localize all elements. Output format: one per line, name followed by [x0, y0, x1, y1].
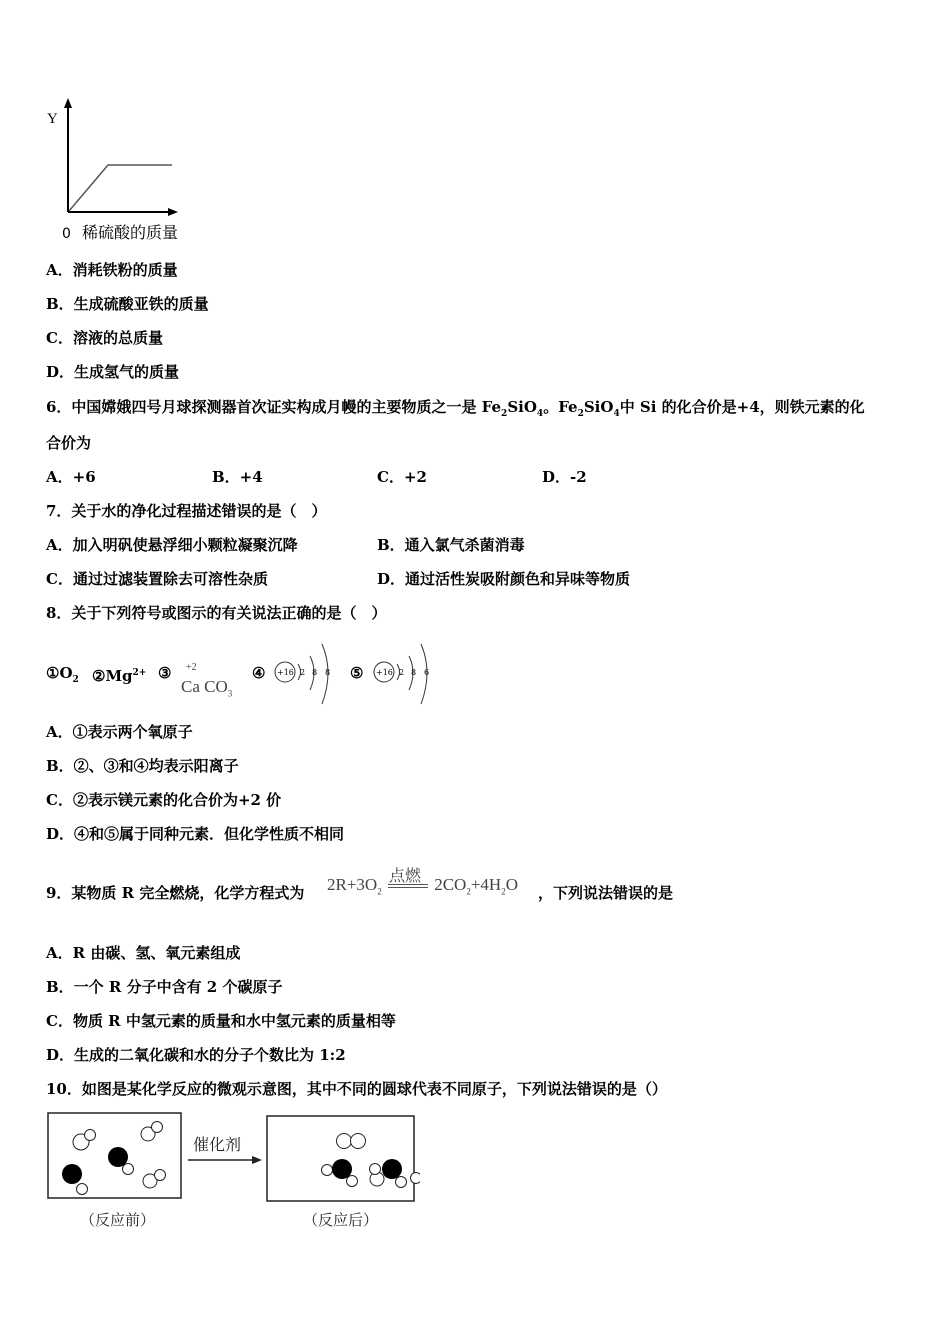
- eq-sub: 2: [501, 886, 506, 897]
- q6-sub: 4: [613, 409, 620, 419]
- q9-option-d: D．生成的二氧化碳和水的分子个数比为 1:2: [46, 1046, 346, 1064]
- q6-question-cont: 合价为: [46, 434, 92, 452]
- q6-sub: 2: [501, 409, 508, 419]
- reaction-micro-diagram: [40, 1105, 420, 1205]
- valence-mark: +2: [186, 662, 197, 673]
- symbol-sup: 2+: [132, 668, 147, 678]
- q9-option-a: A．R 由碳、氢、氧元素组成: [46, 944, 241, 962]
- q6-option-a: A．+6: [46, 468, 96, 486]
- eq-product: O: [505, 875, 518, 894]
- q5-option-c: C．溶液的总质量: [46, 329, 163, 347]
- q8-option-a: A．①表示两个氧原子: [46, 723, 193, 741]
- symbol-2: [92, 663, 146, 686]
- formula-sub: 3: [227, 688, 233, 699]
- q6-text: 中 Si 的化合价是+4，则铁元素的化: [619, 398, 865, 416]
- shell-electrons: 8: [411, 668, 417, 677]
- eq-product: 2CO: [434, 875, 467, 894]
- q9-option-c: C．物质 R 中氢元素的质量和水中氢元素的质量相等: [46, 1012, 396, 1030]
- eq-sub: 2: [466, 886, 471, 897]
- q9-question: [46, 883, 304, 903]
- shell-electrons: 6: [424, 668, 430, 677]
- eq-product: +4H: [470, 875, 502, 894]
- eq-condition: 点燃: [388, 868, 421, 886]
- caco3-formula: [181, 677, 232, 698]
- caption-after: （反应后）: [303, 1211, 379, 1229]
- q6-option-b: B．+4: [212, 468, 263, 486]
- q7-option-b: B．通入氯气杀菌消毒: [377, 536, 525, 554]
- formula-text: Ca CO: [181, 677, 228, 696]
- q8-option-c: C．②表示镁元素的化合价为+2 价: [46, 791, 282, 809]
- symbol-3-label: ③: [158, 664, 172, 682]
- q7-option-c: C．通过过滤装置除去可溶性杂质: [46, 570, 268, 588]
- q5-option-a: A．消耗铁粉的质量: [46, 261, 178, 279]
- q6-text: 。Fe: [543, 398, 578, 416]
- nucleus-charge: +16: [376, 668, 393, 677]
- q9-question-end: ，下列说法错误的是: [538, 884, 674, 902]
- x-axis-label: 稀硫酸的质量: [82, 223, 179, 242]
- eq-reactants: 2R+3O: [327, 875, 378, 894]
- q10-question: 10．如图是某化学反应的微观示意图，其中不同的圆球代表不同原子，下列说法错误的是（）: [46, 1080, 667, 1098]
- q6-text: 6．中国嫦娥四号月球探测器首次证实构成月幔的主要物质之一是 Fe: [46, 398, 502, 416]
- symbol-1: [46, 663, 79, 690]
- product-water-molecule: [365, 1155, 415, 1200]
- q7-question: 7．关于水的净化过程描述错误的是（ ）: [46, 502, 327, 520]
- graph-y-vs-acid: [40, 95, 200, 245]
- eq-sub: 2: [377, 886, 382, 897]
- q6-sub: 2: [577, 409, 584, 419]
- q6-option-c: C．+2: [377, 468, 427, 486]
- q8-option-b: B．②、③和④均表示阳离子: [46, 757, 239, 775]
- q7-option-a: A．加入明矾使悬浮细小颗粒凝聚沉降: [46, 536, 298, 554]
- q5-option-b: B．生成硫酸亚铁的质量: [46, 295, 209, 313]
- q6-text: SiO: [583, 398, 614, 416]
- q5-option-d: D．生成氢气的质量: [46, 363, 180, 381]
- symbol-5-label: ⑤: [350, 664, 364, 682]
- shell-electrons: 8: [325, 668, 331, 677]
- q8-option-d: D．④和⑤属于同种元素．但化学性质不相同: [46, 825, 345, 843]
- origin-label: 0: [62, 226, 71, 242]
- catalyst-label: 催化剂: [193, 1135, 242, 1154]
- equation-sign: [388, 868, 428, 888]
- q7-option-d: D．通过活性炭吸附颜色和异味等物质: [377, 570, 631, 588]
- shell-electrons: 8: [312, 668, 318, 677]
- y-axis-label: Y: [47, 111, 58, 127]
- atom-structure-5: [371, 640, 436, 710]
- shell-electrons: 2: [399, 668, 405, 677]
- caption-before: （反应前）: [80, 1211, 156, 1229]
- symbol-text: ②Mg: [92, 667, 133, 685]
- q6-option-d: D．-2: [542, 468, 587, 486]
- q9-option-b: B．一个 R 分子中含有 2 个碳原子: [46, 978, 283, 996]
- q6-question: [46, 397, 865, 424]
- q6-sub: 4: [536, 409, 544, 419]
- q9-text: 9．某物质 R 完全燃烧，化学方程式为: [46, 884, 305, 902]
- q8-question: 8．关于下列符号或图示的有关说法正确的是（ ）: [46, 604, 387, 622]
- symbol-text: ①O: [46, 664, 73, 682]
- symbol-sub: 2: [72, 675, 79, 685]
- shell-electrons: 2: [300, 668, 306, 677]
- nucleus-charge: +16: [277, 668, 294, 677]
- symbol-4-label: ④: [252, 664, 266, 682]
- chemical-equation: [327, 868, 518, 897]
- atom-structure-4: [272, 640, 337, 710]
- q6-text: SiO: [507, 398, 537, 416]
